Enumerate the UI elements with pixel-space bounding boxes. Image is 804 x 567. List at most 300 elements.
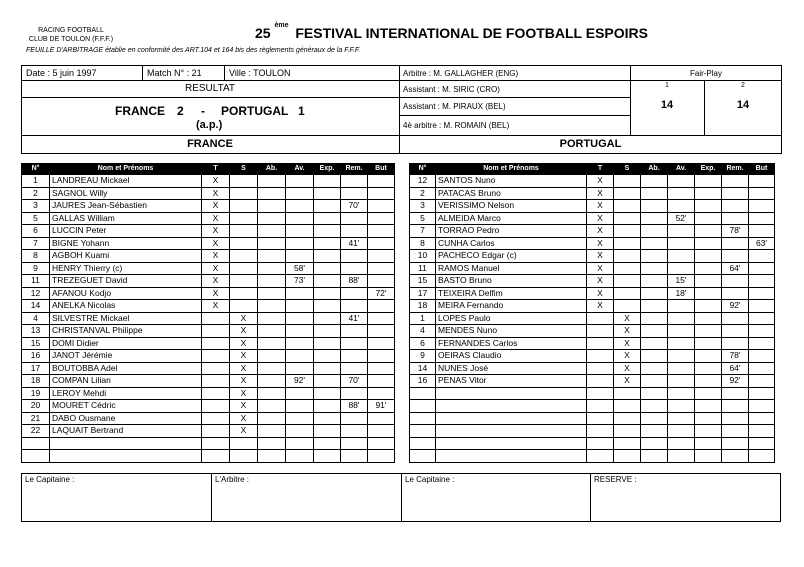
title-text: FESTIVAL INTERNATIONAL DE FOOTBALL ESPOIRS	[295, 25, 648, 41]
cell-number: 10	[410, 250, 436, 263]
cell-titular	[587, 350, 614, 363]
cell-titular	[202, 400, 230, 413]
title-superscript: ème	[274, 22, 289, 29]
cell-replaced: 70'	[341, 375, 368, 388]
cell-absent	[641, 262, 668, 275]
cell-name: DABO Ousmane	[50, 412, 202, 425]
cell-warning	[668, 300, 695, 313]
cell-substitute: X	[230, 375, 258, 388]
cell-expelled	[314, 375, 341, 388]
cell-titular	[202, 425, 230, 438]
cell-warning	[286, 287, 314, 300]
cell-absent	[641, 275, 668, 288]
cell-absent	[258, 450, 286, 463]
cell-replaced	[722, 450, 749, 463]
cell-substitute	[230, 175, 258, 188]
cell-warning	[668, 375, 695, 388]
cell-number: 9	[22, 262, 50, 275]
cell-titular	[202, 412, 230, 425]
cell-substitute	[614, 275, 641, 288]
cell-number: 14	[410, 362, 436, 375]
organizer-block	[26, 26, 116, 44]
cell-absent	[641, 225, 668, 238]
cell-replaced: 41'	[341, 312, 368, 325]
cell-expelled	[314, 187, 341, 200]
cell-absent	[258, 362, 286, 375]
cell-absent	[258, 325, 286, 338]
cell-replaced: 78'	[722, 225, 749, 238]
cell-titular: X	[202, 287, 230, 300]
cell-titular	[202, 387, 230, 400]
cell-titular	[587, 412, 614, 425]
cell-name	[436, 400, 587, 413]
table-row	[410, 237, 775, 250]
cell-substitute: X	[614, 325, 641, 338]
table-row	[22, 337, 395, 350]
cell-titular: X	[202, 262, 230, 275]
cell-goal	[368, 412, 395, 425]
cell-expelled	[695, 400, 722, 413]
cell-warning: 73'	[286, 275, 314, 288]
title-number: 25	[255, 25, 271, 41]
cell-replaced	[341, 287, 368, 300]
cell-expelled	[695, 412, 722, 425]
cell-expelled	[314, 412, 341, 425]
cell-goal	[749, 312, 775, 325]
cell-absent	[641, 175, 668, 188]
team-heading-france: FRANCE	[187, 138, 233, 150]
cell-replaced	[722, 425, 749, 438]
column-header-substitute: S	[614, 164, 641, 175]
cell-absent	[641, 287, 668, 300]
table-row	[22, 187, 395, 200]
cell-replaced	[722, 212, 749, 225]
cell-titular	[587, 362, 614, 375]
cell-absent	[258, 300, 286, 313]
cell-absent	[258, 400, 286, 413]
cell-expelled	[314, 325, 341, 338]
cell-absent	[641, 437, 668, 450]
cell-absent	[641, 375, 668, 388]
cell-absent	[258, 387, 286, 400]
cell-replaced: 64'	[722, 262, 749, 275]
cell-expelled	[695, 200, 722, 213]
cell-expelled	[695, 187, 722, 200]
cell-warning	[286, 175, 314, 188]
cell-substitute: X	[230, 325, 258, 338]
cell-warning	[286, 425, 314, 438]
cell-number	[410, 400, 436, 413]
cell-titular	[202, 362, 230, 375]
column-header-titular: T	[202, 164, 230, 175]
cell-absent	[641, 187, 668, 200]
cell-name: MOURET Cédric	[50, 400, 202, 413]
cell-absent	[641, 300, 668, 313]
cell-absent	[258, 350, 286, 363]
cell-name: VERISSIMO Nelson	[436, 200, 587, 213]
cell-name: JAURES Jean-Sébastien	[50, 200, 202, 213]
assistant-1-name: Assistant : M. SIRIC (CRO)	[403, 85, 500, 94]
cell-expelled	[695, 375, 722, 388]
cell-goal	[749, 412, 775, 425]
cell-warning	[286, 337, 314, 350]
cell-absent	[258, 337, 286, 350]
cell-warning	[286, 300, 314, 313]
cell-goal	[368, 325, 395, 338]
column-header-expelled: Exp.	[695, 164, 722, 175]
cell-goal	[749, 362, 775, 375]
cell-substitute	[230, 200, 258, 213]
cell-goal	[368, 387, 395, 400]
cell-replaced: 88'	[341, 400, 368, 413]
cell-goal	[368, 200, 395, 213]
cell-substitute	[230, 300, 258, 313]
table-row	[410, 437, 775, 450]
cell-replaced	[341, 437, 368, 450]
cell-absent	[258, 225, 286, 238]
cell-name: LANDREAU Mickael	[50, 175, 202, 188]
cell-warning	[286, 212, 314, 225]
cell-substitute: X	[614, 337, 641, 350]
table-row	[22, 175, 395, 188]
cell-expelled	[314, 350, 341, 363]
cell-goal	[368, 375, 395, 388]
cell-number: 15	[410, 275, 436, 288]
roster-header-row	[22, 164, 395, 175]
cell-substitute	[614, 412, 641, 425]
cell-number: 11	[410, 262, 436, 275]
cell-absent	[641, 250, 668, 263]
column-header-warning: Av.	[668, 164, 695, 175]
cell-replaced	[722, 275, 749, 288]
cell-titular: X	[587, 250, 614, 263]
cell-number: 19	[22, 387, 50, 400]
cell-titular	[202, 450, 230, 463]
cell-absent	[258, 275, 286, 288]
cell-name	[436, 450, 587, 463]
fourth-official-name: 4è arbitre : M. ROMAIN (BEL)	[403, 121, 510, 130]
cell-goal	[749, 387, 775, 400]
cell-titular: X	[202, 300, 230, 313]
cell-absent	[258, 212, 286, 225]
cell-replaced	[722, 437, 749, 450]
cell-warning: 58'	[286, 262, 314, 275]
cell-titular	[587, 375, 614, 388]
cell-goal	[749, 325, 775, 338]
cell-substitute	[230, 287, 258, 300]
table-row	[22, 212, 395, 225]
cell-warning	[668, 175, 695, 188]
cell-goal	[749, 300, 775, 313]
cell-warning	[668, 200, 695, 213]
cell-replaced	[341, 350, 368, 363]
cell-expelled	[314, 425, 341, 438]
referee-signature-label: L'Arbitre :	[215, 475, 249, 484]
cell-replaced: 70'	[341, 200, 368, 213]
cell-name: COMPAN Lilian	[50, 375, 202, 388]
cell-absent	[641, 325, 668, 338]
cell-expelled	[314, 262, 341, 275]
cell-absent	[641, 200, 668, 213]
cell-titular	[587, 450, 614, 463]
cell-substitute: X	[614, 362, 641, 375]
table-row	[410, 187, 775, 200]
table-row	[22, 350, 395, 363]
cell-substitute	[614, 425, 641, 438]
cell-name: SANTOS Nuno	[436, 175, 587, 188]
cell-goal	[749, 375, 775, 388]
cell-warning	[286, 412, 314, 425]
cell-replaced	[722, 325, 749, 338]
table-row	[410, 337, 775, 350]
cell-substitute	[230, 450, 258, 463]
cell-titular: X	[587, 187, 614, 200]
cell-titular: X	[587, 225, 614, 238]
cell-goal	[749, 212, 775, 225]
cell-warning	[668, 312, 695, 325]
cell-substitute	[230, 237, 258, 250]
cell-titular: X	[202, 212, 230, 225]
cell-titular: X	[587, 262, 614, 275]
table-row	[410, 225, 775, 238]
table-row	[410, 212, 775, 225]
table-row	[410, 362, 775, 375]
cell-absent	[641, 450, 668, 463]
table-row	[410, 425, 775, 438]
cell-number: 18	[410, 300, 436, 313]
cell-number: 1	[22, 175, 50, 188]
cell-absent	[258, 425, 286, 438]
cell-substitute	[614, 212, 641, 225]
cell-warning	[286, 325, 314, 338]
cell-substitute	[614, 387, 641, 400]
cell-substitute	[614, 225, 641, 238]
cell-goal	[749, 287, 775, 300]
cell-substitute	[614, 300, 641, 313]
table-row	[22, 375, 395, 388]
roster-table-france	[21, 163, 395, 463]
cell-substitute: X	[230, 412, 258, 425]
cell-expelled	[695, 175, 722, 188]
cell-expelled	[314, 225, 341, 238]
cell-substitute	[230, 225, 258, 238]
cell-name: OEIRAS Claudio	[436, 350, 587, 363]
table-row	[410, 200, 775, 213]
cell-number	[410, 425, 436, 438]
cell-expelled	[695, 350, 722, 363]
cell-expelled	[314, 387, 341, 400]
cell-titular: X	[587, 175, 614, 188]
cell-substitute: X	[614, 375, 641, 388]
cell-name: NUNES José	[436, 362, 587, 375]
cell-goal	[749, 437, 775, 450]
cell-replaced	[341, 187, 368, 200]
referee-name: Arbitre : M. GALLAGHER (ENG)	[403, 69, 519, 78]
cell-absent	[641, 400, 668, 413]
cell-name: LOPES Paulo	[436, 312, 587, 325]
cell-number: 9	[410, 350, 436, 363]
cell-absent	[641, 425, 668, 438]
cell-warning	[286, 312, 314, 325]
page-title	[255, 22, 648, 41]
cell-number: 16	[22, 350, 50, 363]
cell-number	[22, 450, 50, 463]
table-row	[410, 250, 775, 263]
cell-goal	[749, 400, 775, 413]
cell-expelled	[314, 437, 341, 450]
cell-replaced	[722, 187, 749, 200]
cell-name: RAMOS Manuel	[436, 262, 587, 275]
organizer-line-2: CLUB DE TOULON (F.F.F.)	[28, 36, 114, 43]
column-header-replaced: Rem.	[722, 164, 749, 175]
table-row	[22, 250, 395, 263]
cell-number: 12	[410, 175, 436, 188]
cell-substitute: X	[230, 400, 258, 413]
cell-titular: X	[587, 300, 614, 313]
cell-warning: 18'	[668, 287, 695, 300]
cell-expelled	[314, 400, 341, 413]
column-header-absent: Ab.	[258, 164, 286, 175]
table-row	[410, 412, 775, 425]
cell-name: ANELKA Nicolas	[50, 300, 202, 313]
cell-number: 4	[410, 325, 436, 338]
cell-expelled	[695, 325, 722, 338]
cell-replaced: 88'	[341, 275, 368, 288]
cell-warning	[286, 225, 314, 238]
cell-replaced: 92'	[722, 300, 749, 313]
cell-substitute	[230, 212, 258, 225]
match-city: Ville : TOULON	[229, 68, 291, 78]
cell-number: 17	[410, 287, 436, 300]
cell-expelled	[314, 362, 341, 375]
cell-replaced	[722, 412, 749, 425]
table-row	[410, 375, 775, 388]
cell-replaced	[722, 175, 749, 188]
cell-name	[436, 412, 587, 425]
cell-number: 7	[410, 225, 436, 238]
roster-table-portugal	[409, 163, 775, 463]
fairplay-score-2: 14	[736, 99, 750, 111]
cell-goal	[368, 350, 395, 363]
cell-substitute: X	[614, 350, 641, 363]
column-header-absent: Ab.	[641, 164, 668, 175]
cell-absent	[258, 175, 286, 188]
cell-expelled	[314, 450, 341, 463]
cell-titular	[587, 337, 614, 350]
cell-name: LUCCIN Peter	[50, 225, 202, 238]
result-label: RESULTAT	[184, 83, 235, 94]
cell-number: 15	[22, 337, 50, 350]
table-row	[22, 262, 395, 275]
cell-titular: X	[202, 237, 230, 250]
cell-expelled	[314, 312, 341, 325]
cell-number: 8	[22, 250, 50, 263]
cell-absent	[258, 262, 286, 275]
cell-goal	[749, 262, 775, 275]
cell-titular: X	[587, 212, 614, 225]
cell-absent	[258, 250, 286, 263]
cell-name: BOUTOBBA Adel	[50, 362, 202, 375]
table-row	[410, 450, 775, 463]
column-header-warning: Av.	[286, 164, 314, 175]
cell-name: TREZEGUET David	[50, 275, 202, 288]
cell-expelled	[695, 275, 722, 288]
cell-absent	[258, 375, 286, 388]
cell-warning	[286, 400, 314, 413]
table-row	[22, 325, 395, 338]
cell-number	[410, 450, 436, 463]
cell-expelled	[695, 287, 722, 300]
cell-replaced	[341, 425, 368, 438]
cell-number: 7	[22, 237, 50, 250]
table-row	[410, 312, 775, 325]
table-row	[22, 387, 395, 400]
cell-absent	[641, 237, 668, 250]
cell-substitute	[230, 187, 258, 200]
cell-goal	[749, 450, 775, 463]
table-row	[410, 387, 775, 400]
cell-substitute: X	[230, 387, 258, 400]
cell-number: 18	[22, 375, 50, 388]
cell-expelled	[695, 337, 722, 350]
cell-titular: X	[587, 275, 614, 288]
cell-name: LEROY Mehdi	[50, 387, 202, 400]
cell-goal	[368, 225, 395, 238]
match-number: Match N° : 21	[147, 68, 202, 78]
cell-replaced: 78'	[722, 350, 749, 363]
cell-goal: 91'	[368, 400, 395, 413]
cell-substitute: X	[230, 350, 258, 363]
cell-goal	[368, 175, 395, 188]
cell-name: BIGNE Yohann	[50, 237, 202, 250]
cell-name: PENAS Vitor	[436, 375, 587, 388]
cell-goal	[368, 337, 395, 350]
cell-titular: X	[202, 225, 230, 238]
captain-signature-label-1: Le Capitaine :	[25, 475, 75, 484]
cell-replaced	[341, 387, 368, 400]
cell-warning	[668, 225, 695, 238]
table-row	[410, 400, 775, 413]
cell-titular: X	[202, 275, 230, 288]
cell-goal	[368, 362, 395, 375]
cell-expelled	[695, 212, 722, 225]
column-header-number: N°	[410, 164, 436, 175]
score-home: 2	[177, 104, 184, 118]
cell-substitute: X	[230, 425, 258, 438]
table-row	[22, 287, 395, 300]
cell-warning	[668, 262, 695, 275]
table-row	[410, 287, 775, 300]
cell-number: 6	[410, 337, 436, 350]
cell-name	[436, 425, 587, 438]
cell-absent	[641, 350, 668, 363]
cell-titular	[587, 425, 614, 438]
cell-expelled	[695, 237, 722, 250]
cell-expelled	[314, 212, 341, 225]
cell-name: DOMI Didier	[50, 337, 202, 350]
cell-substitute	[230, 250, 258, 263]
cell-number: 3	[22, 200, 50, 213]
cell-substitute	[230, 437, 258, 450]
table-row	[22, 237, 395, 250]
cell-goal	[368, 250, 395, 263]
cell-name: FERNANDES Carlos	[436, 337, 587, 350]
cell-replaced	[341, 362, 368, 375]
cell-titular: X	[587, 200, 614, 213]
table-row	[22, 312, 395, 325]
cell-expelled	[695, 437, 722, 450]
cell-number: 3	[410, 200, 436, 213]
